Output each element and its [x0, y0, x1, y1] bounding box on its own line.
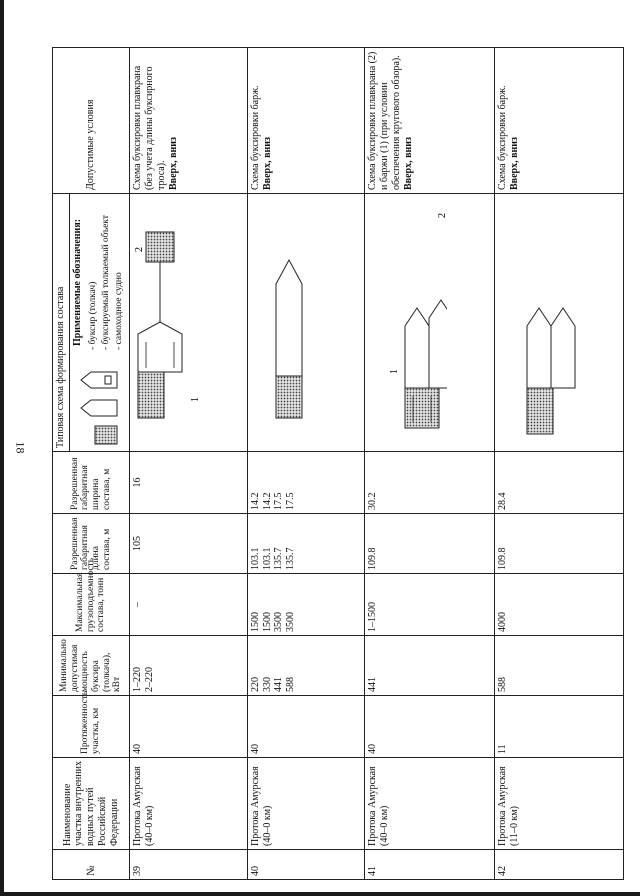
- capacity-value: 1–1500: [367, 602, 379, 632]
- allowed-width-value: 17.5: [273, 492, 285, 510]
- conditions-cell: [494, 48, 623, 194]
- allowed-width-value: 16: [132, 477, 144, 488]
- allowed-width-value: 17.5: [285, 492, 297, 510]
- row-number: 41: [365, 850, 494, 880]
- scheme-label-1: 1: [190, 397, 202, 402]
- allowed-length-cell: [494, 514, 623, 574]
- allowed-length-value: 135.7: [273, 547, 285, 570]
- section-length: 11: [494, 696, 623, 758]
- conditions-cell: [365, 48, 494, 194]
- tug-power-value: 220: [249, 677, 261, 692]
- table-row: [494, 48, 623, 880]
- row-number: 39: [130, 850, 248, 880]
- allowed-width-cell: [365, 452, 494, 514]
- capacity-value: –: [132, 602, 144, 607]
- col-conditions-header: Допустимые условия: [53, 48, 130, 194]
- condition-text: Схема буксировки плавкрана (2) и баржи (1) (при условии обеспечения кругового обзора).: [367, 51, 403, 190]
- section-name: Протока Амурская (40–0 км): [247, 758, 365, 850]
- allowed-length-value: 135.7: [285, 547, 297, 570]
- allowed-width-cell: [494, 452, 623, 514]
- capacity-cell: [365, 574, 494, 636]
- tug-power-cell: [130, 636, 248, 696]
- barge-legend-icon: [81, 400, 117, 416]
- tug-power-value: 588: [496, 677, 508, 692]
- allowed-length-value: 109.8: [496, 547, 508, 570]
- row-number: 42: [494, 850, 623, 880]
- tug-power-value: 441: [367, 677, 379, 692]
- col-power-header: Минимально допустимая мощность буксира (толкача), кВт: [53, 636, 130, 696]
- capacity-value: 3500: [273, 612, 285, 632]
- page-number: 18: [13, 441, 28, 454]
- col-length-header: Протяженность участка, км: [53, 696, 130, 758]
- formation-scheme-cell: [130, 194, 248, 452]
- allowed-width-cell: [247, 452, 365, 514]
- barge-icon: [551, 308, 575, 388]
- section-length: 40: [247, 696, 365, 758]
- floating-crane-icon: [146, 232, 174, 262]
- condition-text: Схема буксировки барж.: [496, 85, 508, 190]
- tug-power-value: 588: [285, 677, 297, 692]
- formation-scheme-cell: [247, 194, 365, 452]
- table-row: [130, 48, 248, 880]
- formation-scheme-diagram: [367, 198, 447, 448]
- legend-item-self-propelled: - самоходное судно: [114, 272, 124, 350]
- section-name: Протока Амурская (11–0 км): [494, 758, 623, 850]
- conditions-cell: [247, 48, 365, 194]
- col-capacity-header: Максимальная грузоподъемность состава, тонн: [53, 574, 130, 636]
- condition-text: Схема буксировки барж.: [249, 85, 261, 190]
- capacity-value: 1500: [261, 612, 273, 632]
- formation-scheme-diagram: [132, 198, 204, 448]
- allowed-width-value: 30.2: [367, 492, 379, 510]
- tug-power-cell: [365, 636, 494, 696]
- col-allowed-width-header: Разрешенная габаритная ширина состава, м: [53, 452, 130, 514]
- barge-icon: [405, 308, 429, 388]
- section-length: 40: [130, 696, 248, 758]
- capacity-value: 1500: [249, 612, 261, 632]
- scheme-label-2: 2: [437, 213, 448, 218]
- tug-power-cell: [494, 636, 623, 696]
- allowed-length-cell: [247, 514, 365, 574]
- capacity-cell: [247, 574, 365, 636]
- table-row: [247, 48, 365, 880]
- allowed-width-value: 14.2: [249, 492, 261, 510]
- row-number: 40: [247, 850, 365, 880]
- tug-power-value: 441: [273, 677, 285, 692]
- col-name-header: Наименование участка внутренних водных путей Российской Федерации: [53, 758, 130, 850]
- capacity-cell: [494, 574, 623, 636]
- tug-icon: [405, 388, 439, 428]
- barge-icon: [276, 260, 302, 376]
- barge-icon: [527, 308, 551, 388]
- table-row: [365, 48, 494, 880]
- allowed-length-value: 105: [132, 536, 144, 551]
- tug-icon: [138, 372, 164, 418]
- tug-icon: [276, 376, 302, 418]
- tug-power-value: 2–220: [144, 667, 155, 692]
- tug-icon: [527, 388, 553, 434]
- col-scheme-header: Типовая схема формирования состава: [53, 194, 70, 452]
- self-propelled-legend-icon: [81, 372, 117, 388]
- formation-scheme-diagram: [497, 198, 577, 448]
- legend-item-towed-object: - буксируемый толкаемый объект: [100, 214, 111, 350]
- legend-symbols: [77, 356, 123, 448]
- capacity-value: 3500: [285, 612, 297, 632]
- convoy-table: [52, 47, 624, 880]
- section-length: 40: [365, 696, 494, 758]
- allowed-width-cell: [130, 452, 248, 514]
- allowed-length-value: 103.1: [261, 547, 273, 570]
- direction-text: Вверх, вниз: [261, 136, 273, 190]
- scheme-label-2: 2: [134, 247, 146, 252]
- tug-power-value: 1–220: [132, 667, 144, 692]
- tug-power-value: 330: [261, 677, 273, 692]
- section-name: Протока Амурская (40–0 км): [365, 758, 494, 850]
- scheme-label-1: 1: [389, 369, 401, 374]
- allowed-width-value: 28.4: [496, 492, 508, 510]
- formation-scheme-diagram: [250, 198, 322, 448]
- direction-text: Вверх, вниз: [508, 136, 520, 190]
- tug-legend-icon: [95, 426, 117, 444]
- capacity-value: 4000: [496, 612, 508, 632]
- legend: [69, 194, 129, 452]
- section-name: Протока Амурская (40–0 км): [130, 758, 248, 850]
- tug-power-cell: [247, 636, 365, 696]
- allowed-length-value: 109.8: [367, 547, 379, 570]
- formation-scheme-cell: [365, 194, 494, 452]
- direction-text: Вверх, вниз: [402, 136, 414, 190]
- header-row: [53, 48, 70, 880]
- allowed-length-value: 103.1: [249, 547, 261, 570]
- col-num-header: №: [53, 850, 130, 880]
- capacity-cell: [130, 574, 248, 636]
- rotated-page: [52, 48, 624, 880]
- condition-text: Схема буксировки плавкрана (без учета длины буксирного троса).: [132, 65, 167, 190]
- formation-scheme-cell: [494, 194, 623, 452]
- floating-crane-icon: [429, 300, 447, 388]
- legend-item-tug: - буксир (толкач): [87, 281, 98, 350]
- legend-title: Применяемые обозначения:: [71, 218, 83, 347]
- direction-text: Вверх, вниз: [167, 136, 179, 190]
- allowed-width-value: 14.2: [261, 492, 273, 510]
- barge-icon: [138, 322, 182, 372]
- allowed-length-cell: [130, 514, 248, 574]
- col-allowed-length-header: Разрешенная габаритная длина состава, м: [53, 514, 130, 574]
- allowed-length-cell: [365, 514, 494, 574]
- conditions-cell: [130, 48, 248, 194]
